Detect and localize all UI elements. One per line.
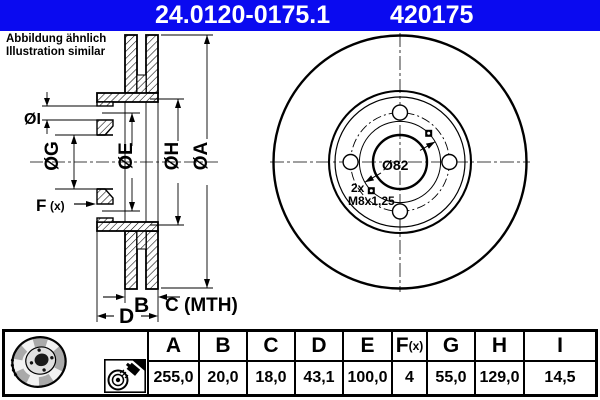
bolt-hole <box>393 204 408 219</box>
label-b: B <box>134 294 150 317</box>
col-header-f <box>393 332 426 360</box>
label-dia-i: ØI <box>24 111 41 128</box>
value-i: 14,5 <box>525 362 595 394</box>
value-a: 255,0 <box>149 362 198 394</box>
label-thread-size: M8x1,25 <box>348 194 395 208</box>
reference-number: 420175 <box>390 1 474 29</box>
note-line-en: Illustration similar <box>6 46 106 58</box>
label-dia-e: ØE <box>116 142 137 170</box>
value-e: 100,0 <box>344 362 391 394</box>
header-label: A <box>165 334 182 357</box>
dim-h <box>150 99 184 225</box>
header-label: F <box>395 334 409 357</box>
bolt-hole <box>442 155 457 170</box>
col-header-e <box>344 332 391 360</box>
thread-hole-marker <box>425 130 432 137</box>
header-label-sub: (x) <box>408 339 424 353</box>
label-f: F <box>36 196 47 215</box>
col-header-h <box>476 332 523 360</box>
label-dia-h: ØH <box>162 141 183 171</box>
note-line-de: Abbildung ähnlich <box>6 33 107 45</box>
label-thread-qty: 2x <box>351 181 365 195</box>
value-b: 20,0 <box>200 362 246 394</box>
col-header-g <box>428 332 474 360</box>
header-label: C <box>263 334 279 357</box>
bolt-hole <box>343 155 358 170</box>
col-header-b <box>200 332 246 360</box>
part-number: 24.0120-0175.1 <box>155 1 331 29</box>
label-dia-g: ØG <box>42 141 63 171</box>
col-header-a <box>149 332 198 360</box>
header-label: H <box>491 334 508 357</box>
label-c: C (MTH) <box>165 295 238 316</box>
dimension-table <box>2 329 598 397</box>
value-c: 18,0 <box>248 362 294 394</box>
front-view <box>270 33 530 292</box>
header-label: G <box>442 334 460 357</box>
bolt-hole <box>393 105 408 120</box>
header-label: I <box>557 334 563 357</box>
label-d: D <box>119 305 135 328</box>
value-g: 55,0 <box>428 362 474 394</box>
label-f-sub: (x) <box>50 199 65 213</box>
coating-spray-icon <box>104 359 146 393</box>
label-dia-a: ØA <box>191 141 212 171</box>
value-d: 43,1 <box>296 362 342 394</box>
table-image-cell <box>5 332 147 394</box>
dim-f <box>36 196 96 215</box>
header-label: E <box>360 334 375 357</box>
col-header-i <box>525 332 595 360</box>
brake-disc-3d-icon <box>8 333 70 391</box>
col-header-c <box>248 332 294 360</box>
value-f: 4 <box>393 362 426 394</box>
header-label: D <box>311 334 327 357</box>
col-header-d <box>296 332 342 360</box>
value-h: 129,0 <box>476 362 523 394</box>
header-label: B <box>215 334 231 357</box>
label-pitch-diameter: Ø82 <box>382 157 409 173</box>
